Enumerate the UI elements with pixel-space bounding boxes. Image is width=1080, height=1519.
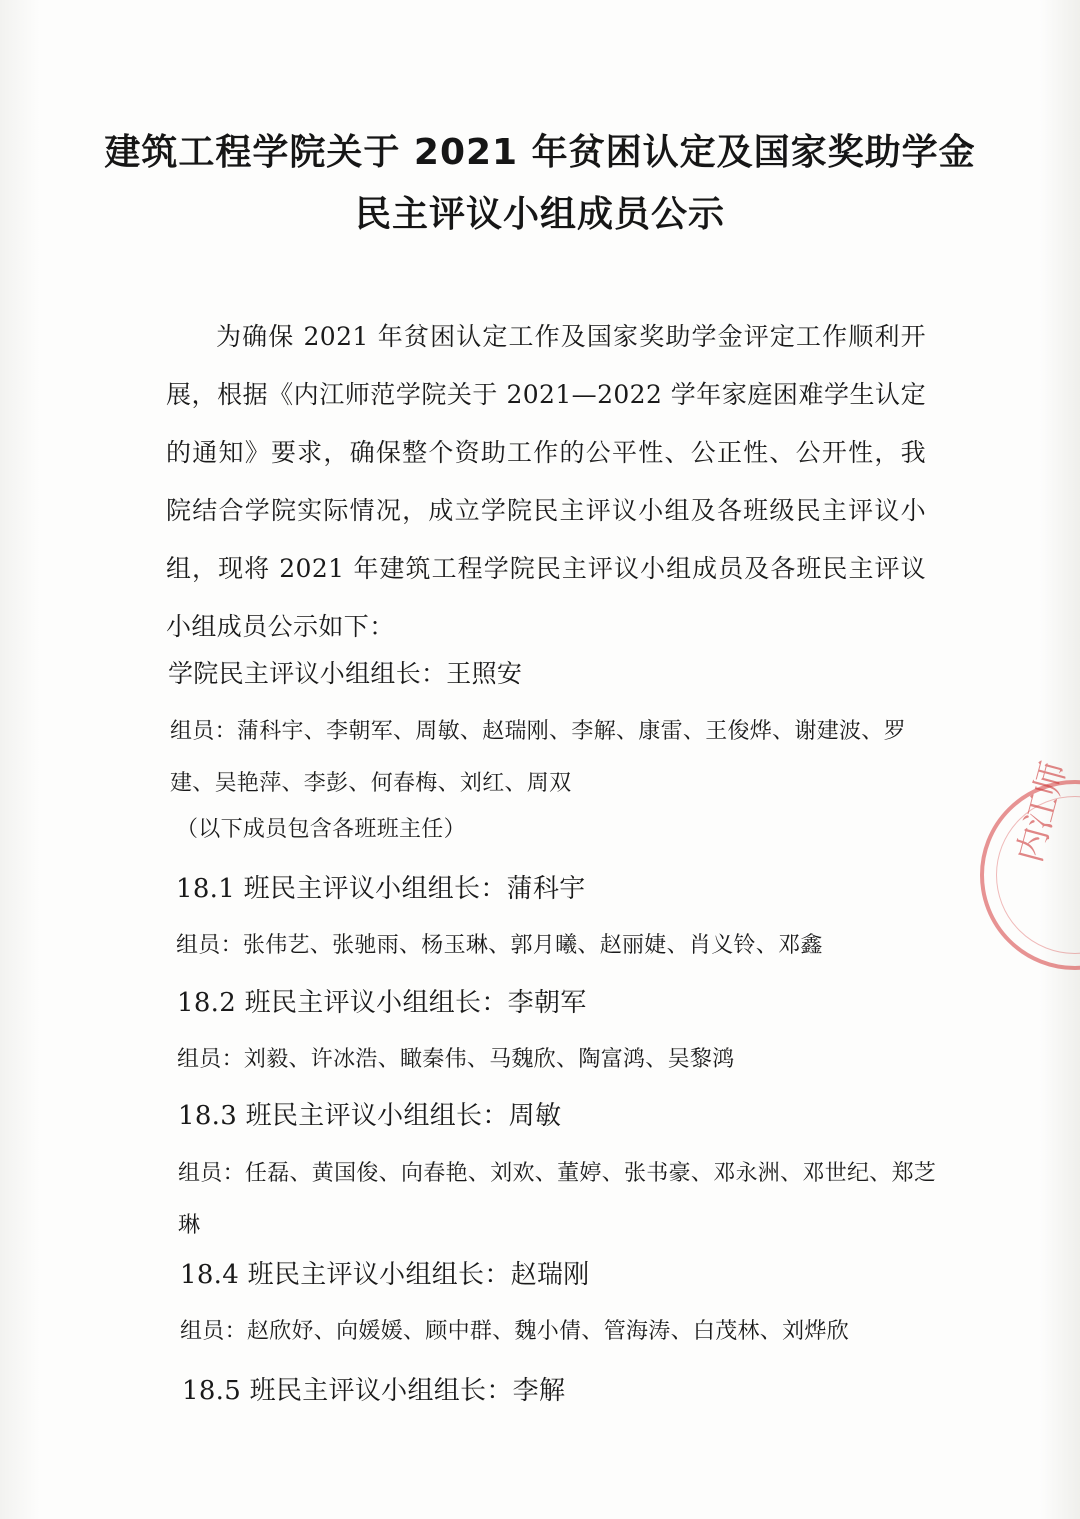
class-18-1-members: 组员：张伟艺、张驰雨、杨玉琳、郭月曦、赵丽婕、肖义铃、邓鑫 (176, 933, 823, 958)
intro-paragraph: 为确保 2021 年贫困认定工作及国家奖助学金评定工作顺利开展，根据《内江师范学院关于 2021—2022 学年家庭困难学生认定的通知》要求，确保整个资助工作的公平性、公正性、公开性，我院结合学院实际情况，成立学院民主评议小组及各班级民主评议小组，现将 2021 年建筑工程学院民主评议小组成员及各班民主评议小组成员公示如下： (166, 322, 926, 641)
note: （以下成员包含各班班主任） (176, 817, 466, 842)
college-members: 组员：蒲科宇、李朝军、周敏、赵瑞刚、李解、康雷、王俊烨、谢建波、罗建、吴艳萍、李彭、何春梅、刘红、周双 (170, 719, 906, 796)
class-18-5-leader: 18.5 班民主评议小组组长：李解 (182, 1376, 566, 1406)
class-18-3-members: 组员：任磊、黄国俊、向春艳、刘欢、董婷、张书豪、邓永洲、邓世纪、郑芝琳 (178, 1161, 937, 1238)
seal-text: 内江师 (1009, 757, 1075, 867)
document-title-line2: 民主评议小组成员公示 (354, 194, 725, 235)
college-leader: 学院民主评议小组组长：王照安 (168, 659, 523, 688)
document-title-line1: 建筑工程学院关于 2021 年贫困认定及国家奖助学金 (104, 132, 976, 173)
official-seal (980, 757, 1080, 970)
class-18-1-leader: 18.1 班民主评议小组组长：蒲科宇 (176, 874, 586, 904)
class-18-2-members: 组员：刘毅、许冰浩、瞰秦伟、马魏欣、陶富鸿、吴黎鸿 (177, 1047, 735, 1072)
class-18-2-leader: 18.2 班民主评议小组组长：李朝军 (177, 988, 587, 1018)
class-18-3-leader: 18.3 班民主评议小组组长：周敏 (178, 1101, 562, 1131)
class-18-4-leader: 18.4 班民主评议小组组长：赵瑞刚 (180, 1260, 590, 1290)
class-18-4-members: 组员：赵欣妤、向媛媛、顾中群、魏小倩、管海涛、白茂林、刘烨欣 (180, 1319, 850, 1344)
